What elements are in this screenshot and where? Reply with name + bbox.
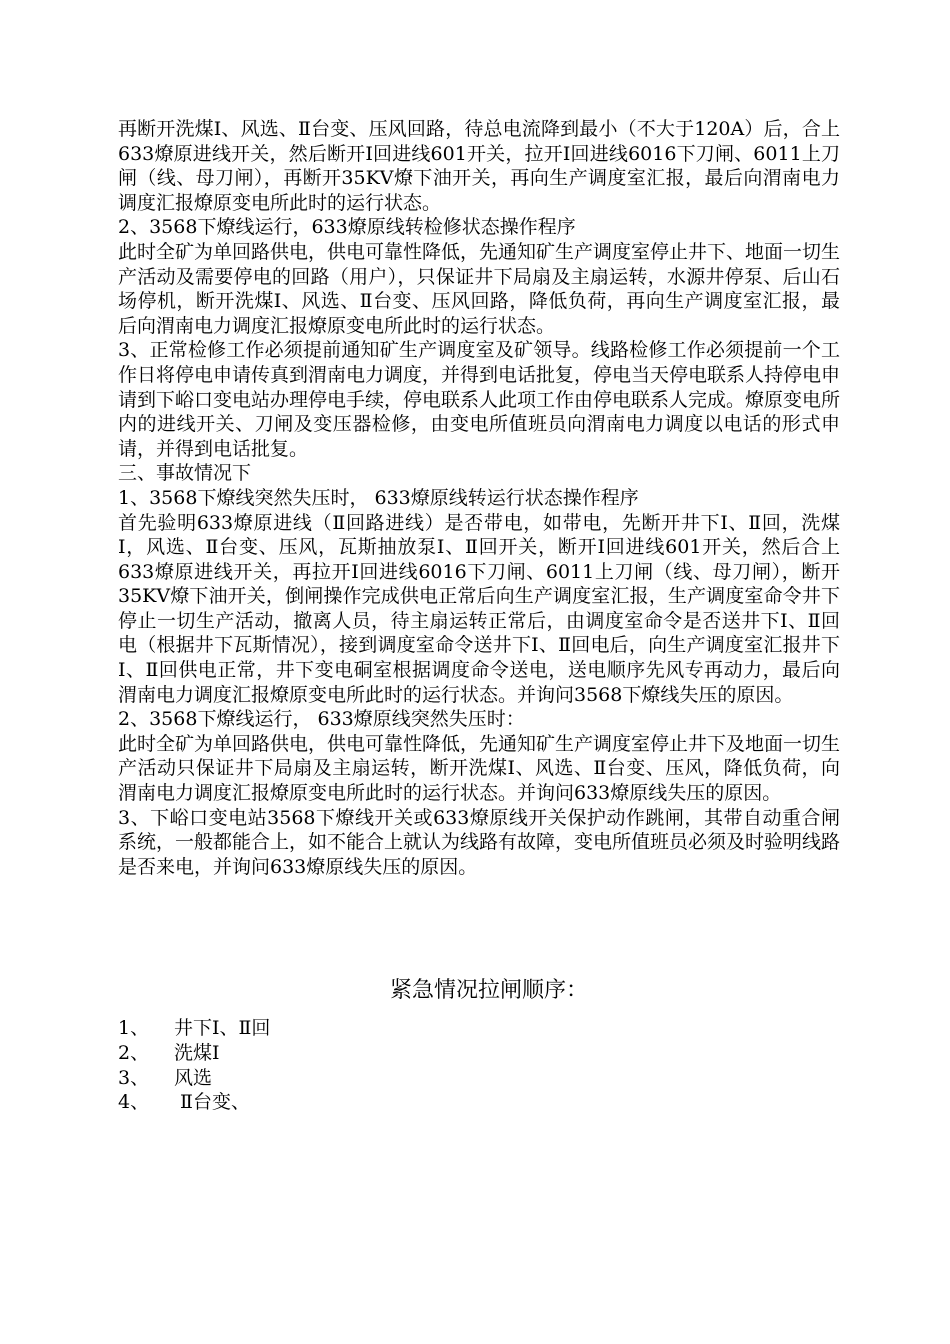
list-item-number: 2、 [118,1042,150,1064]
paragraph-accident-item-2-body: 此时全矿为单回路供电，供电可靠性降低，先通知矿生产调度室停止井下及地面一切生产活动只保证井下局扇及主扇运转，断开洗煤Ⅰ、风选、Ⅱ台变、压风，降低负荷，向渭南电力调度汇报燎原变电所此时的运行状态。并询问633燎原线失压的原因。 [118,732,841,805]
list-item-text: 井下Ⅰ、Ⅱ回 [174,1017,271,1040]
blank-space [118,879,840,976]
list-item-number: 4、 [118,1091,150,1114]
paragraph-item-2-body: 此时全矿为单回路供电，供电可靠性降低，先通知矿生产调度室停止井下、地面一切生产活动及需要停电的回路（用户），只保证井下局扇及主扇运转，水源井停泵、后山石场停机，断开洗煤Ⅰ、风选、Ⅱ台变、压风回路，降低负荷，再向生产调度室汇报，最后向渭南电力调度汇报燎原变电所此时的运行状态。 [118,240,841,337]
paragraph-continuation: 再断开洗煤Ⅰ、风选、Ⅱ台变、压风回路，待总电流降到最小（不大于120A）后，合上633燎原进线开关，然后断开Ⅰ回进线601开关，拉开Ⅰ回进线6016下刀闸、6011上刀闸（线、母刀闸），再断开35KV燎下油开关，再向生产调度室汇报，最后向渭南电力调度汇报燎原变电所此时的运行状态。 [118,118,840,214]
section-heading-accident: 三、事故情况下 [118,462,252,485]
paragraph-accident-item-3: 3、下峪口变电站3568下燎线开关或633燎原线开关保护动作跳闸，其带自动重合闸系统，一般都能合上，如不能合上就认为线路有故障，变电所值班员必须及时验明线路是否来电，并询问633燎原线失压的原因。 [118,806,841,878]
list-item-text: Ⅱ台变、 [174,1091,250,1114]
list-item [118,1090,840,1115]
emergency-order-list [118,1016,840,1114]
list-item-number: 1、 [118,1017,150,1040]
list-item [118,1041,840,1066]
heading-item-2: 2、3568下燎线运行，633燎原线转检修状态操作程序 [118,216,576,239]
emergency-section-title: 紧急情况拉闸顺序： [389,978,588,1004]
paragraph-item-3: 3、正常检修工作必须提前通知矿生产调度室及矿领导。线路检修工作必须提前一个工作日将停电申请传真到渭南电力调度，并得到电话批复，停电当天停电联系人持停电申请到下峪口变电站办理停电手续，停电联系人此项工作由停电联系人完成。燎原变电所内的进线开关、刀闸及变压器检修，由变电所值班员向渭南电力调度以电话的形式申请，并得到电话批复。 [118,339,841,460]
document-page [118,117,840,1115]
list-item [118,1066,840,1091]
list-item-text: 洗煤Ⅰ [174,1042,220,1064]
list-item [118,1016,840,1041]
heading-accident-item-1: 1、3568下燎线突然失压时， 633燎原线转运行状态操作程序 [118,486,639,509]
list-item-text: 风选 [174,1066,213,1089]
paragraph-accident-item-1-body: 首先验明633燎原进线（Ⅱ回路进线）是否带电，如带电，先断开井下Ⅰ、Ⅱ回，洗煤Ⅰ，风选、Ⅱ台变、压风，瓦斯抽放泵Ⅰ、Ⅱ回开关，断开Ⅰ回进线601开关，然后合上633燎原进线开关，再拉开Ⅰ回进线6016下刀闸、6011上刀闸（线、母刀闸），断开35KV燎下油开关，倒闸操作完成供电正常后向生产调度室汇报，生产调度室命令井下停止一切生产活动，撤离人员，待主扇运转正常后，由调度室命令是否送井下Ⅰ、Ⅱ回电（根据井下瓦斯情况），接到调度室命令送井下Ⅰ、Ⅱ回电后，向生产调度室汇报井下Ⅰ、Ⅱ回供电正常，井下变电硐室根据调度命令送电，送电顺序先风专再动力，最后向渭南电力调度汇报燎原变电所此时的运行状态。并询问3568下燎线失压的原因。 [118,511,840,706]
heading-accident-item-2: 2、3568下燎线运行， 633燎原线突然失压时： [118,708,525,731]
list-item-number: 3、 [118,1066,150,1089]
